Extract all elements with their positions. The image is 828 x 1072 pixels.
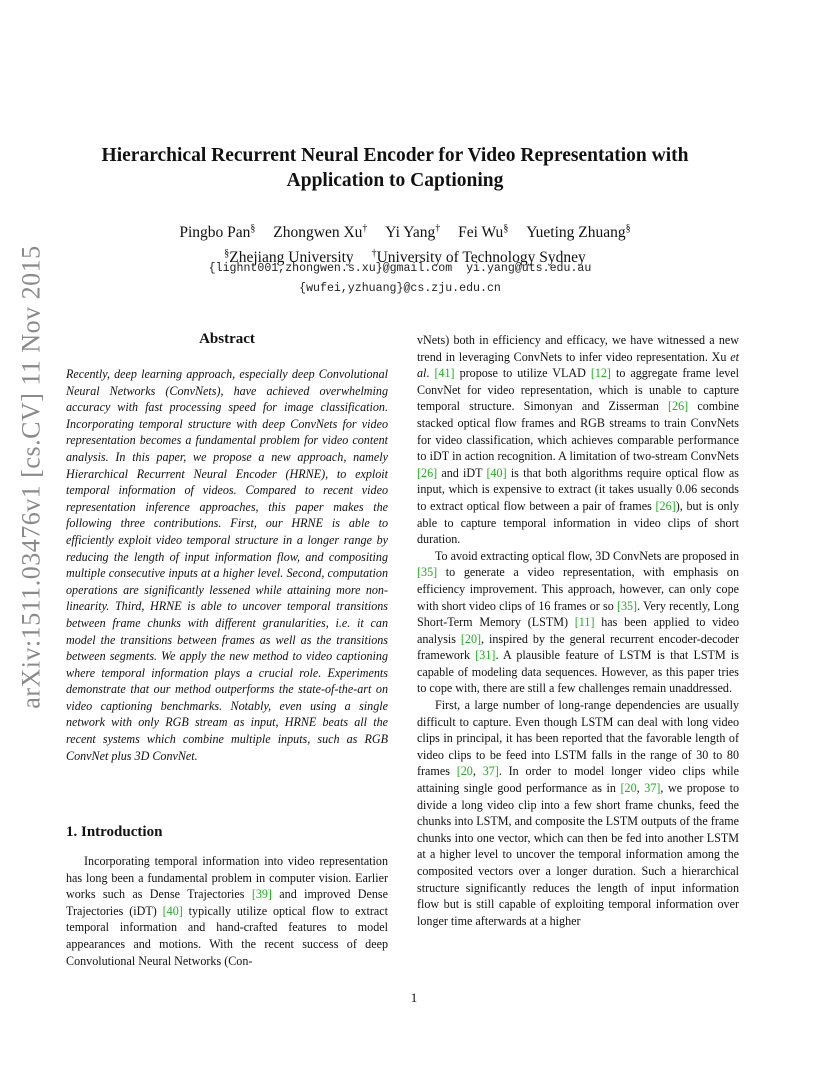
arxiv-id: arXiv:1511.03476v1 [cs.CV] 11 Nov 2015 (17, 245, 46, 709)
arxiv-stamp (17, 245, 47, 709)
affiliation: §Zhejiang University (224, 248, 354, 267)
intro-paragraph-2 (417, 332, 739, 548)
citation-link[interactable]: [39] (251, 887, 272, 902)
body-text: vNets) both in efficiency and efficacy, we have witnessed a new trend in leveraging ConvNets to infer video representation. Xu (417, 333, 739, 364)
citation-link[interactable]: [12] (590, 366, 611, 381)
body-text: , we propose to divide a long video clip into a few short frame chunks, feed the chunks into LSTM, and composite the LSTM outputs of the frame chunks into one vector, which can then be fed into another LSTM at a higher level to uncover the temporal information among the composited vectors over a longer duration. Such a hierarchical structure significantly reduces the length of input information flow but is still capable of exploiting temporal information over longer time afterwards at a higher (417, 781, 739, 928)
page-number: 1 (410, 990, 418, 1005)
title-line-1: Hierarchical Recurrent Neural Encoder for Video Representation with (101, 145, 689, 166)
citation-link[interactable]: 37] (644, 781, 661, 796)
affiliation: †University of Technology Sydney (371, 248, 586, 267)
body-text: Incorporating temporal information into video representation has long been a fundamental problem in computer vision. Earlier works such as Dense Trajectories (66, 854, 388, 902)
citation-link[interactable]: [26] (655, 498, 676, 513)
body-text: , (472, 764, 483, 779)
email-line-2: {wufei,yzhuang}@cs.zju.edu.cn (299, 282, 501, 295)
citation-link[interactable]: [40] (162, 903, 183, 918)
citation-link[interactable]: [20] (460, 631, 482, 646)
body-text: is that both algorithms require optical flow as input, which is expensive to extract (it takes usually 0.06 seconds to extract optical flow between a pair of frames (417, 465, 740, 513)
citation-link[interactable]: 37] (482, 764, 499, 779)
citation-link[interactable]: [35] (616, 598, 638, 613)
body-text: propose to utilize VLAD (454, 366, 591, 381)
intro-paragraph-1 (66, 853, 388, 969)
author: Yueting Zhuang§ (526, 223, 631, 242)
citation-link[interactable]: [40] (486, 465, 507, 480)
body-text: , (636, 781, 645, 796)
intro-paragraph-4 (417, 697, 739, 929)
introduction-heading: 1. Introduction (66, 824, 163, 840)
author: Fei Wu§ (458, 223, 509, 242)
body-text: to generate a video representation, with emphasis on efficiency improvement. This approach, however, can only cope with short video clips of 16 frames or so (417, 565, 739, 613)
citation-link[interactable]: [35] (417, 565, 438, 580)
body-text: and improved Dense Trajectories (iDT) (66, 887, 389, 918)
body-text: and iDT (437, 465, 487, 480)
author: Zhongwen Xu† (273, 223, 368, 242)
title-line-2: Application to Captioning (286, 170, 504, 191)
author-list (90, 218, 720, 243)
body-text: ), but is only able to capture temporal information in video clips of short duration. (417, 498, 739, 547)
author: Yi Yang† (385, 223, 441, 242)
body-text: combine stacked optical flow frames and RGB streams to train ConvNets for video classification, which achieves comparable performance to iDT in action recognition. A limitation of two-stream ConvNets (417, 399, 739, 464)
body-text: et al (417, 349, 739, 381)
body-text: , inspired by the general recurrent encoder-decoder framework (417, 631, 739, 663)
paper-title (90, 143, 700, 193)
body-text: to aggregate frame level ConvNet for video representation, which is unable to capture temporal structure. Simonyan and Zisserman (417, 366, 740, 414)
citation-link[interactable]: [41] (434, 366, 455, 381)
author: Pingbo Pan§ (179, 223, 256, 242)
citation-link[interactable]: [26] (417, 465, 438, 480)
intro-paragraph-3 (417, 548, 739, 697)
author-emails (100, 259, 700, 299)
abstract-text: Recently, deep learning approach, especially deep Convolutional Neural Networks (ConvNets), have achieved overwhelming accuracy with fast processing speed for image classification. Incorporating temporal structure with deep ConvNets for video representation becomes a fundamental problem for video content analysis. In this paper, we propose a new approach, namely Hierarchical Recurrent Neural Encoder (HRNE), to exploit temporal information of videos. Compared to recent video representation inference approaches, this paper makes the following three contributions. First, our HRNE is able to efficiently exploit video temporal structure in a longer range by reducing the length of input information flow, and compositing multiple consecutive inputs at a higher level. Second, computation operations are significantly lessened while attaining more non-linearity. Third, HRNE is able to uncover temporal transitions between frame chunks with different granularities, i.e. it can model the transitions between frames as well as the transitions between segments. We apply the new method to video captioning where temporal information plays a crucial role. Experiments demonstrate that our method outperforms the state-of-the-art on video captioning benchmarks. Notably, even using a single network with only RGB stream as input, HRNE beats all the recent systems which combine multiple inputs, such as RGB ConvNet plus 3D ConvNet. (66, 367, 388, 763)
body-text: First, a large number of long-range dependencies are usually difficult to capture. Even though LSTM can deal with long video clips in principal, it has been reported that the favorable length of video clips to be feed into LSTM falls in the range of 30 to 80 frames (417, 698, 739, 779)
body-text: To avoid extracting optical flow, 3D ConvNets are proposed in (435, 548, 739, 563)
body-text: . (426, 366, 435, 381)
citation-link[interactable]: [31] (475, 648, 496, 663)
email-line-1: {lighnt001,zhongwen.s.xu}@gmail.com yi.yang@uts.edu.au (208, 262, 592, 275)
body-text: . In order to model longer video clips while attaining single good performance as in (417, 764, 739, 796)
body-text: typically utilize optical flow to extract temporal information and hand-crafted features to model appearances and motions. With the recent success of deep Convolutional Neural Networks (Con- (66, 903, 388, 968)
citation-link[interactable]: [26] (668, 399, 689, 414)
left-column-body (66, 853, 388, 969)
body-text: . Very recently, Long Short-Term Memory (LSTM) (417, 598, 739, 630)
body-text: has been applied to video analysis (417, 615, 739, 646)
right-column-body (417, 332, 739, 929)
citation-link[interactable]: [20 (456, 764, 473, 779)
body-text: . A plausible feature of LSTM is that LSTM is capable of modeling data sequences. However, as this paper tries to cope with, there are still a few challenges remain unaddressed. (417, 648, 739, 696)
abstract-heading: Abstract (199, 331, 255, 347)
citation-link[interactable]: [11] (574, 615, 595, 630)
citation-link[interactable]: [20 (620, 781, 637, 796)
